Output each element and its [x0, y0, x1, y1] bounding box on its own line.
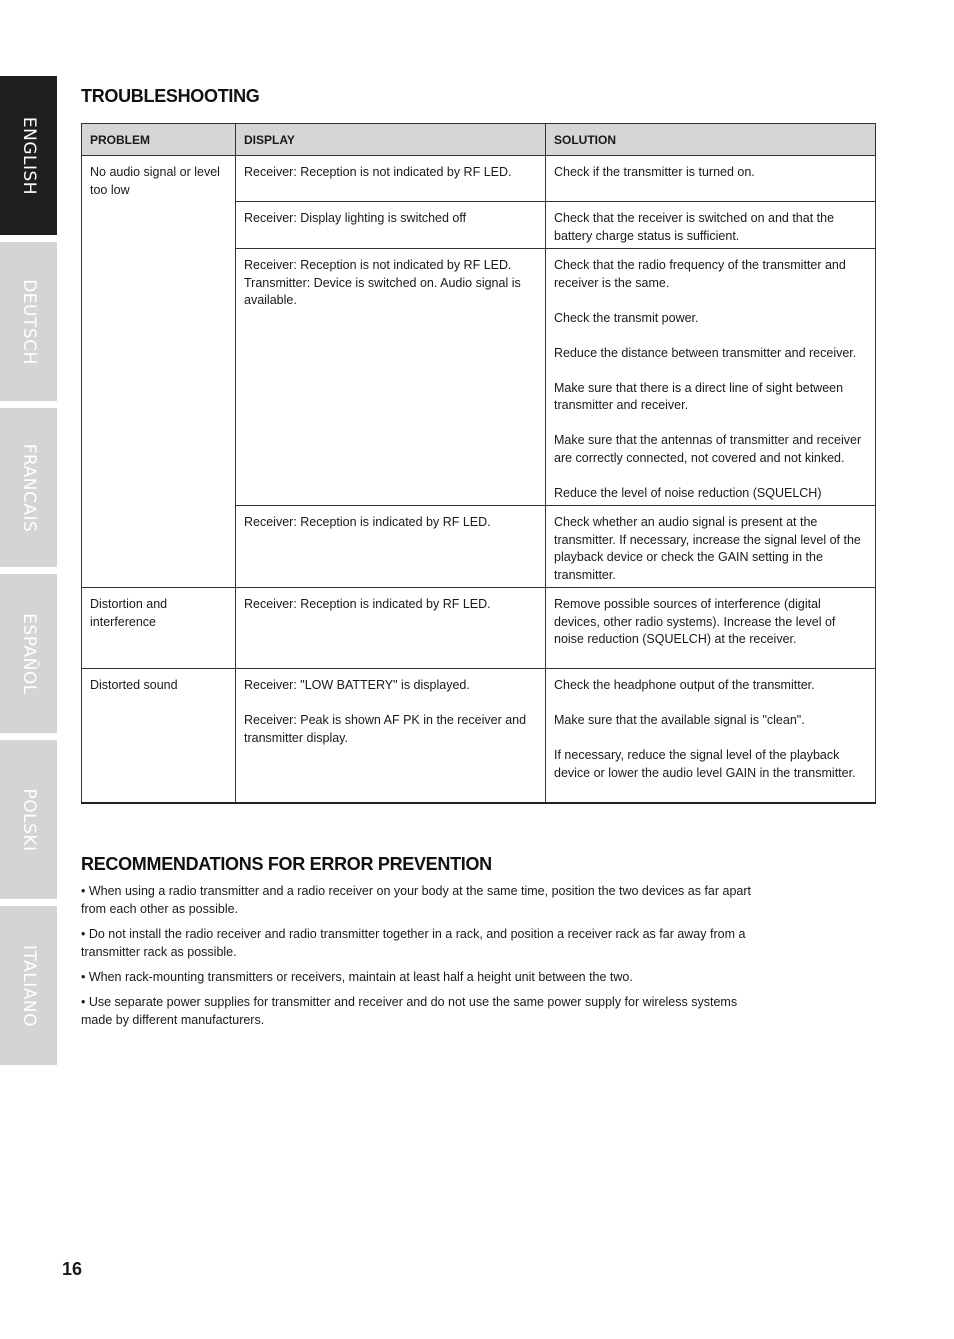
language-tabs [0, 76, 57, 1072]
solution-text: Check the headphone output of the transmitter. [554, 678, 815, 692]
table-row [82, 669, 876, 803]
column-header-problem: PROBLEM [82, 124, 236, 156]
solution-cell [546, 588, 876, 669]
problem-cell [82, 669, 236, 803]
tab-espanol[interactable] [0, 574, 57, 733]
solution-text: Reduce the level of noise reduction (SQUELCH) [554, 485, 822, 500]
solution-text: If necessary, reduce the signal level of the playback device or lower the audio level GAIN in the transmitter. [554, 748, 856, 780]
display-text: Receiver: Reception is indicated by RF LED. [244, 515, 491, 529]
solution-text: Check the transmit power. [554, 310, 699, 325]
display-text: Receiver: "LOW BATTERY" is displayed. [244, 678, 470, 692]
display-text: Receiver: Peak is shown AF PK in the receiver and transmitter display. [244, 713, 527, 745]
solution-text: Make sure that there is a direct line of sight between transmitter and receiver. [554, 380, 844, 412]
solution-text: Check that the receiver is switched on and that the battery charge status is sufficient. [554, 211, 835, 243]
tab-label: ESPAÑOL [18, 612, 39, 695]
section-title-troubleshooting: TROUBLESHOOTING [81, 86, 260, 106]
recommendations-list [81, 882, 761, 1036]
table-row [82, 588, 876, 669]
list-item: • Do not install the radio receiver and radio transmitter together in a rack, and position a receiver rack as far away from a transmitter rack as possible. [81, 927, 746, 959]
problem-text: Distortion and interference [90, 597, 168, 629]
column-header-display: DISPLAY [236, 124, 546, 156]
troubleshooting-table [81, 123, 876, 804]
display-text: Receiver: Reception is not indicated by RF LED. [244, 165, 512, 179]
solution-cell [546, 202, 876, 249]
tab-italiano[interactable] [0, 906, 57, 1065]
tab-label: POLSKI [18, 787, 39, 852]
tab-label: DEUTSCH [18, 278, 39, 365]
list-item: • When rack-mounting transmitters or receivers, maintain at least half a height unit between the two. [81, 970, 633, 984]
display-cell [236, 669, 546, 803]
problem-text: Distorted sound [90, 678, 178, 692]
tab-francais[interactable] [0, 408, 57, 567]
solution-cell [546, 669, 876, 803]
display-text: Receiver: Reception is indicated by RF LED. [244, 597, 491, 611]
solution-text: Check whether an audio signal is present at the transmitter. If necessary, increase the signal level of the playback device or check the GAIN setting in the transmitter. [554, 515, 861, 582]
display-text: Receiver: Display lighting is switched off [244, 211, 467, 225]
tab-label: FRANCAIS [18, 443, 39, 532]
column-header-solution: SOLUTION [546, 124, 876, 156]
solution-cell [546, 506, 876, 588]
table-header-row [82, 124, 876, 156]
display-text: Receiver: Reception is not indicated by RF LED. Transmitter: Device is switched on. Audio signal is available. [244, 258, 521, 307]
display-cell [236, 249, 546, 506]
section-title-recommendations: RECOMMENDATIONS FOR ERROR PREVENTION [81, 854, 492, 874]
display-cell [236, 588, 546, 669]
solution-cell [546, 249, 876, 506]
tab-deutsch[interactable] [0, 242, 57, 401]
display-cell [236, 156, 546, 202]
solution-text: Check that the radio frequency of the transmitter and receiver is the same. [554, 258, 846, 290]
tab-english[interactable] [0, 76, 57, 235]
tab-polski[interactable] [0, 740, 57, 899]
solution-text: Remove possible sources of interference (digital devices, other radio systems). Increase the level of noise reduction (SQUELCH) at the receiver. [554, 597, 836, 646]
tab-label: ITALIANO [18, 944, 39, 1027]
solution-text: Make sure that the available signal is "clean". [554, 713, 805, 727]
problem-cell [82, 588, 236, 669]
tab-label: ENGLISH [18, 116, 39, 195]
problem-cell [82, 156, 236, 588]
display-cell [236, 506, 546, 588]
problem-text: No audio signal or level too low [90, 165, 220, 197]
solution-cell [546, 156, 876, 202]
solution-text: Reduce the distance between transmitter and receiver. [554, 345, 857, 360]
table-row [82, 156, 876, 202]
list-item: • Use separate power supplies for transmitter and receiver and do not use the same power supply for wireless systems made by different manufacturers. [81, 995, 738, 1027]
list-item: • When using a radio transmitter and a radio receiver on your body at the same time, position the two devices as far apart from each other as possible. [81, 884, 751, 916]
solution-text: Make sure that the antennas of transmitter and receiver are correctly connected, not covered and not kinked. [554, 433, 862, 465]
page-number: 16 [62, 1259, 83, 1279]
display-cell [236, 202, 546, 249]
solution-text: Check if the transmitter is turned on. [554, 165, 755, 179]
